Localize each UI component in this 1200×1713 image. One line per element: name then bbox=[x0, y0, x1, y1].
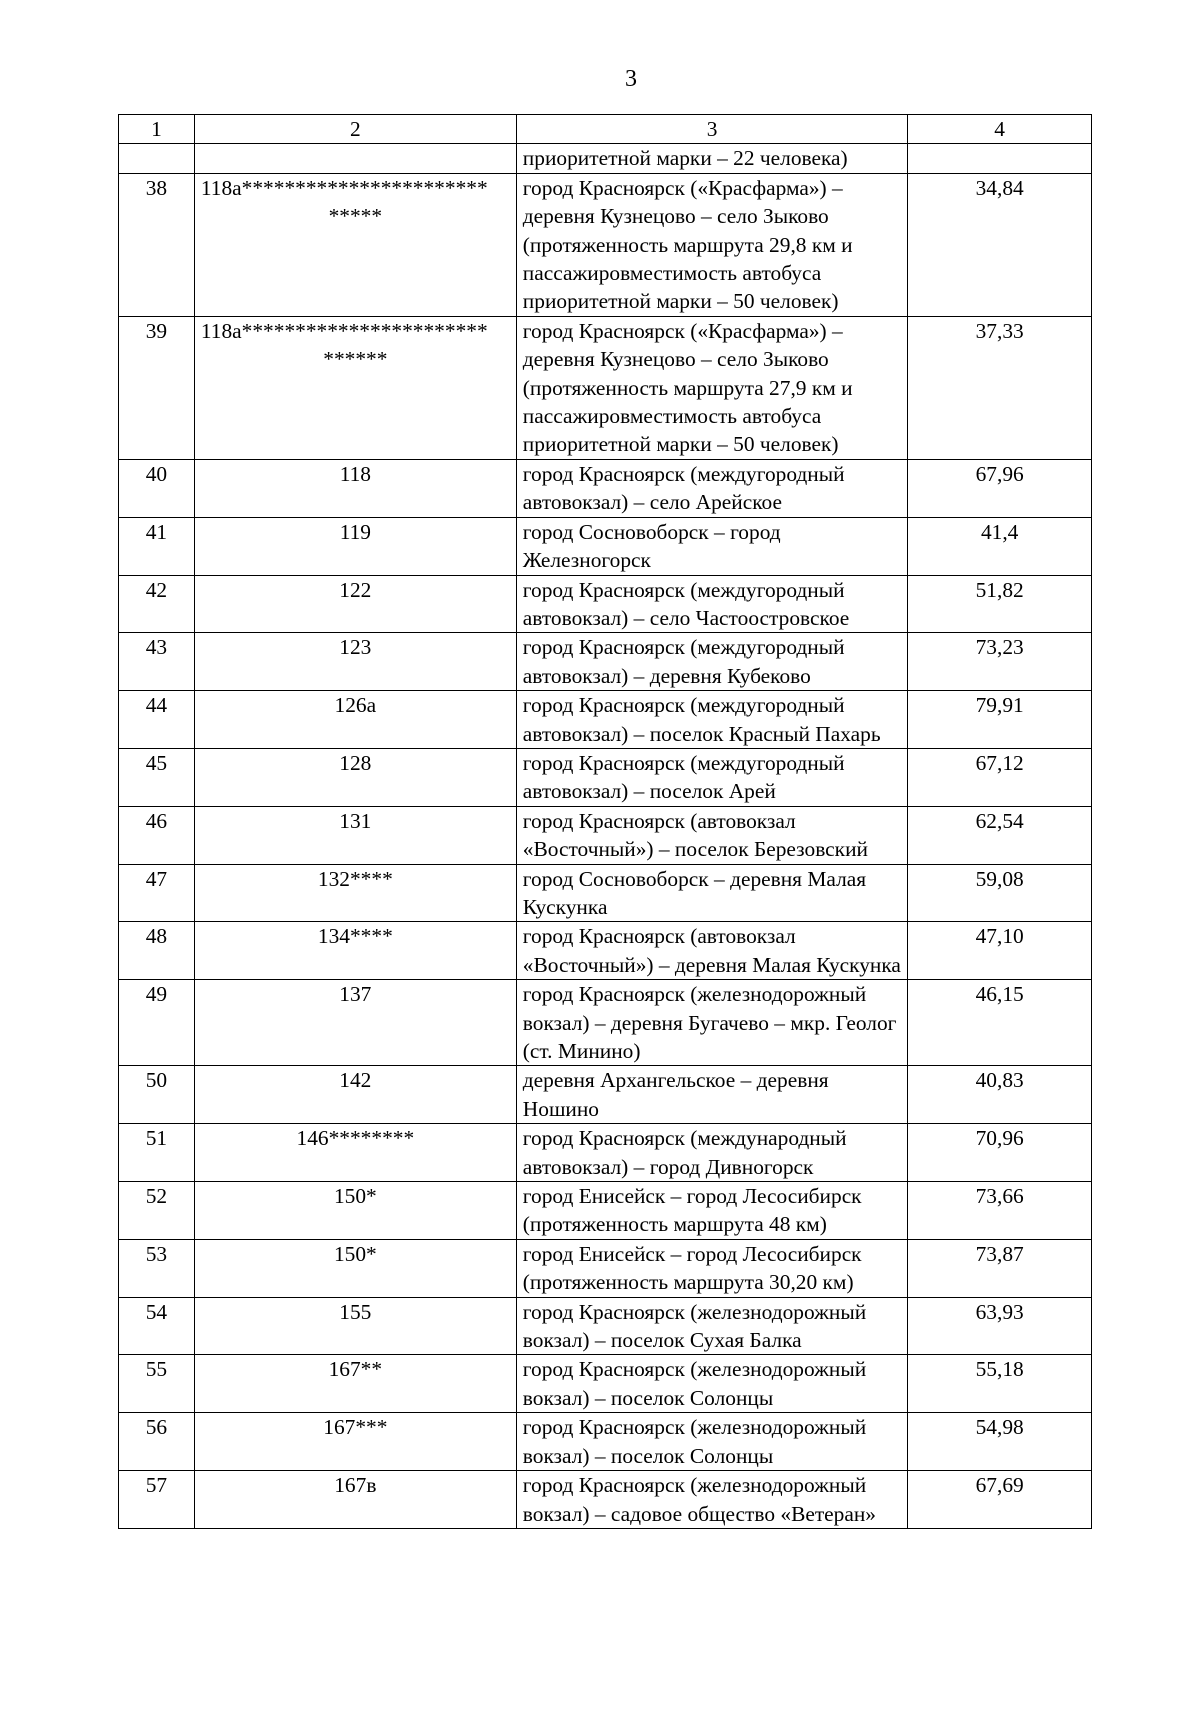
table-row bbox=[119, 1413, 1092, 1471]
route-description: город Енисейск – город Лесосибирск (протяженность маршрута 30,20 км) bbox=[516, 1239, 908, 1297]
route-description: приоритетной марки – 22 человека) bbox=[516, 144, 908, 173]
route-description: город Красноярск (железнодорожный вокзал) – деревня Бугачево – мкр. Геолог (ст. Минино) bbox=[516, 980, 908, 1066]
route-description: город Красноярск (автовокзал «Восточный») – деревня Малая Кускунка bbox=[516, 922, 908, 980]
continuation-row bbox=[119, 144, 1092, 173]
row-number: 46 bbox=[119, 806, 195, 864]
route-description: город Красноярск (междугородный автовокзал) – село Частоостровское bbox=[516, 575, 908, 633]
table-row bbox=[119, 575, 1092, 633]
page-number: 3 bbox=[625, 66, 637, 92]
row-number: 50 bbox=[119, 1066, 195, 1124]
table-row bbox=[119, 1124, 1092, 1182]
table-row bbox=[119, 748, 1092, 806]
table-row bbox=[119, 1355, 1092, 1413]
table-row bbox=[119, 806, 1092, 864]
route-price: 54,98 bbox=[908, 1413, 1092, 1471]
table-row bbox=[119, 922, 1092, 980]
route-code: 128 bbox=[194, 748, 516, 806]
row-number: 53 bbox=[119, 1239, 195, 1297]
header-col-1: 1 bbox=[119, 115, 195, 144]
route-price: 70,96 bbox=[908, 1124, 1092, 1182]
row-number: 42 bbox=[119, 575, 195, 633]
route-description: город Красноярск (междугородный автовокзал) – деревня Кубеково bbox=[516, 633, 908, 691]
route-code: 167*** bbox=[194, 1413, 516, 1471]
route-price: 67,69 bbox=[908, 1471, 1092, 1529]
route-price: 67,12 bbox=[908, 748, 1092, 806]
route-description: город Красноярск (автовокзал «Восточный») – поселок Березовский bbox=[516, 806, 908, 864]
route-code: 150* bbox=[194, 1182, 516, 1240]
row-number: 55 bbox=[119, 1355, 195, 1413]
route-code bbox=[194, 144, 516, 173]
route-code: 142 bbox=[194, 1066, 516, 1124]
route-price: 40,83 bbox=[908, 1066, 1092, 1124]
table-row bbox=[119, 691, 1092, 749]
route-code: 150* bbox=[194, 1239, 516, 1297]
row-number bbox=[119, 144, 195, 173]
route-code bbox=[194, 173, 516, 316]
route-description: город Сосновоборск – город Железногорск bbox=[516, 517, 908, 575]
route-description: деревня Архангельское – деревня Ношино bbox=[516, 1066, 908, 1124]
route-code: 118 bbox=[194, 459, 516, 517]
route-description: город Красноярск («Красфарма») – деревня Кузнецово – село Зыково (протяженность маршрута 27,9 км и пассажировместимость автобуса приоритетной марки – 50 человек) bbox=[516, 316, 908, 459]
header-row bbox=[119, 115, 1092, 144]
header-col-3: 3 bbox=[516, 115, 908, 144]
table-row bbox=[119, 633, 1092, 691]
route-price: 67,96 bbox=[908, 459, 1092, 517]
table-row bbox=[119, 980, 1092, 1066]
row-number: 49 bbox=[119, 980, 195, 1066]
row-number: 52 bbox=[119, 1182, 195, 1240]
row-number: 38 bbox=[119, 173, 195, 316]
row-number: 43 bbox=[119, 633, 195, 691]
route-description: город Красноярск («Красфарма») – деревня Кузнецово – село Зыково (протяженность маршрута 29,8 км и пассажировместимость автобуса приоритетной марки – 50 человек) bbox=[516, 173, 908, 316]
route-code: 123 bbox=[194, 633, 516, 691]
route-description: город Красноярск (железнодорожный вокзал) – поселок Солонцы bbox=[516, 1355, 908, 1413]
row-number: 41 bbox=[119, 517, 195, 575]
table-row bbox=[119, 173, 1092, 316]
route-code: 155 bbox=[194, 1297, 516, 1355]
route-price: 79,91 bbox=[908, 691, 1092, 749]
route-price: 73,87 bbox=[908, 1239, 1092, 1297]
route-description: город Красноярск (железнодорожный вокзал) – поселок Сухая Балка bbox=[516, 1297, 908, 1355]
route-code bbox=[194, 316, 516, 459]
route-price: 63,93 bbox=[908, 1297, 1092, 1355]
row-number: 39 bbox=[119, 316, 195, 459]
route-description: город Сосновоборск – деревня Малая Кускунка bbox=[516, 864, 908, 922]
route-code: 132**** bbox=[194, 864, 516, 922]
route-description: город Енисейск – город Лесосибирск (протяженность маршрута 48 км) bbox=[516, 1182, 908, 1240]
table-row bbox=[119, 864, 1092, 922]
table-row bbox=[119, 1182, 1092, 1240]
row-number: 57 bbox=[119, 1471, 195, 1529]
route-description: город Красноярск (междугородный автовокзал) – поселок Арей bbox=[516, 748, 908, 806]
route-code-line: ****** bbox=[323, 347, 388, 372]
route-price: 41,4 bbox=[908, 517, 1092, 575]
route-code: 134**** bbox=[194, 922, 516, 980]
route-price: 34,84 bbox=[908, 173, 1092, 316]
route-price: 47,10 bbox=[908, 922, 1092, 980]
route-code: 167** bbox=[194, 1355, 516, 1413]
route-code: 137 bbox=[194, 980, 516, 1066]
route-description: город Красноярск (международный автовокзал) – город Дивногорск bbox=[516, 1124, 908, 1182]
route-price: 46,15 bbox=[908, 980, 1092, 1066]
table-row bbox=[119, 517, 1092, 575]
route-code: 126а bbox=[194, 691, 516, 749]
row-number: 45 bbox=[119, 748, 195, 806]
route-price: 55,18 bbox=[908, 1355, 1092, 1413]
row-number: 56 bbox=[119, 1413, 195, 1471]
route-price: 73,23 bbox=[908, 633, 1092, 691]
row-number: 48 bbox=[119, 922, 195, 980]
route-price: 37,33 bbox=[908, 316, 1092, 459]
table-row bbox=[119, 1471, 1092, 1529]
route-description: город Красноярск (железнодорожный вокзал) – поселок Солонцы bbox=[516, 1413, 908, 1471]
route-code: 122 bbox=[194, 575, 516, 633]
route-code: 119 bbox=[194, 517, 516, 575]
table-row bbox=[119, 1066, 1092, 1124]
row-number: 40 bbox=[119, 459, 195, 517]
route-description: город Красноярск (междугородный автовокзал) – поселок Красный Пахарь bbox=[516, 691, 908, 749]
row-number: 54 bbox=[119, 1297, 195, 1355]
table-row bbox=[119, 1239, 1092, 1297]
route-code: 131 bbox=[194, 806, 516, 864]
table-row bbox=[119, 316, 1092, 459]
route-code-line: ***** bbox=[328, 204, 383, 229]
route-code-line: 118а*********************** bbox=[200, 318, 488, 343]
row-number: 51 bbox=[119, 1124, 195, 1182]
header-col-4: 4 bbox=[908, 115, 1092, 144]
row-number: 47 bbox=[119, 864, 195, 922]
route-code: 146******** bbox=[194, 1124, 516, 1182]
row-number: 44 bbox=[119, 691, 195, 749]
route-price: 51,82 bbox=[908, 575, 1092, 633]
table-row bbox=[119, 459, 1092, 517]
route-code: 167в bbox=[194, 1471, 516, 1529]
route-price: 62,54 bbox=[908, 806, 1092, 864]
route-price bbox=[908, 144, 1092, 173]
route-description: город Красноярск (железнодорожный вокзал) – садовое общество «Ветеран» bbox=[516, 1471, 908, 1529]
route-code-line: 118а*********************** bbox=[200, 175, 488, 200]
header-col-2: 2 bbox=[194, 115, 516, 144]
route-description: город Красноярск (междугородный автовокзал) – село Арейское bbox=[516, 459, 908, 517]
routes-table bbox=[118, 114, 1092, 1529]
route-price: 73,66 bbox=[908, 1182, 1092, 1240]
table-row bbox=[119, 1297, 1092, 1355]
route-price: 59,08 bbox=[908, 864, 1092, 922]
